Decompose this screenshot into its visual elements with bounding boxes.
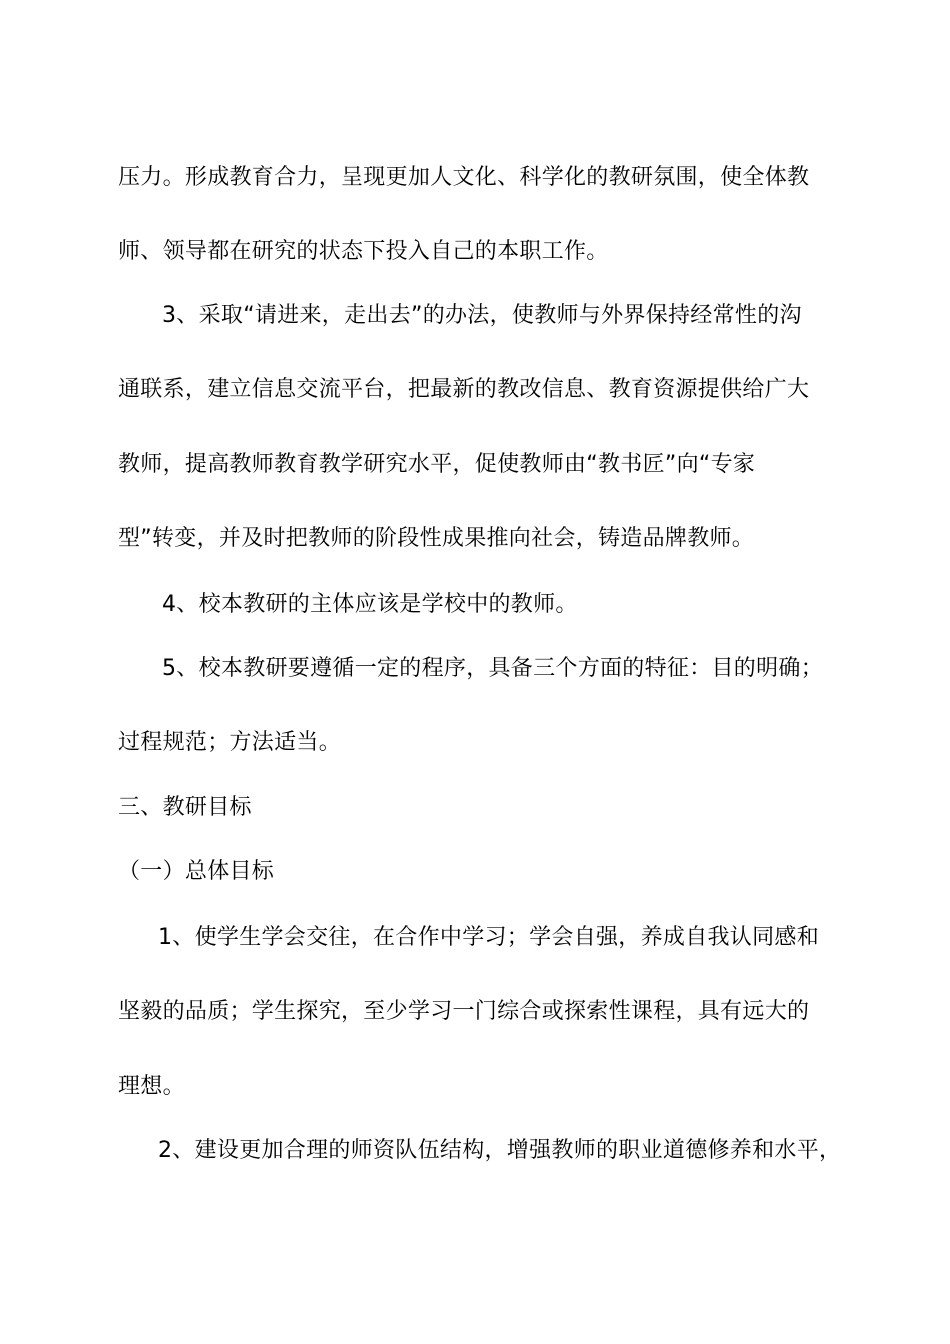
paragraph-line: 师、领导都在研究的状态下投入自己的本职工作。: [118, 239, 609, 264]
paragraph-line: 通联系，建立信息交流平台，把最新的教改信息、教育资源提供给广大: [118, 377, 810, 402]
paragraph-line: 教师，提高教师教育教学研究水平，促使教师由“教书匠”向“专家: [118, 452, 756, 477]
paragraph-line: 5、校本教研要遵循一定的程序，具备三个方面的特征：目的明确；: [162, 656, 823, 681]
paragraph-line: 1、使学生学会交往，在合作中学习；学会自强，养成自我认同感和: [158, 925, 819, 950]
paragraph-line: 压力。形成教育合力，呈现更加人文化、科学化的教研氛围，使全体教: [118, 165, 810, 190]
subsection-heading: （一）总体目标: [118, 859, 275, 884]
paragraph-line: 3、采取“请进来，走出去”的办法，使教师与外界保持经常性的沟: [162, 303, 802, 328]
paragraph-line: 理想。: [118, 1074, 185, 1099]
paragraph-line: 4、校本教研的主体应该是学校中的教师。: [162, 592, 578, 617]
paragraph-line: 坚毅的品质；学生探究，至少学习一门综合或探索性课程，具有远大的: [118, 999, 810, 1024]
paragraph-line: 过程规范；方法适当。: [118, 730, 342, 755]
paragraph-line: 型”转变，并及时把教师的阶段性成果推向社会，铸造品牌教师。: [118, 526, 755, 551]
section-heading: 三、教研目标: [118, 795, 252, 820]
paragraph-line: 2、建设更加合理的师资队伍结构，增强教师的职业道德修养和水平，: [158, 1138, 842, 1163]
